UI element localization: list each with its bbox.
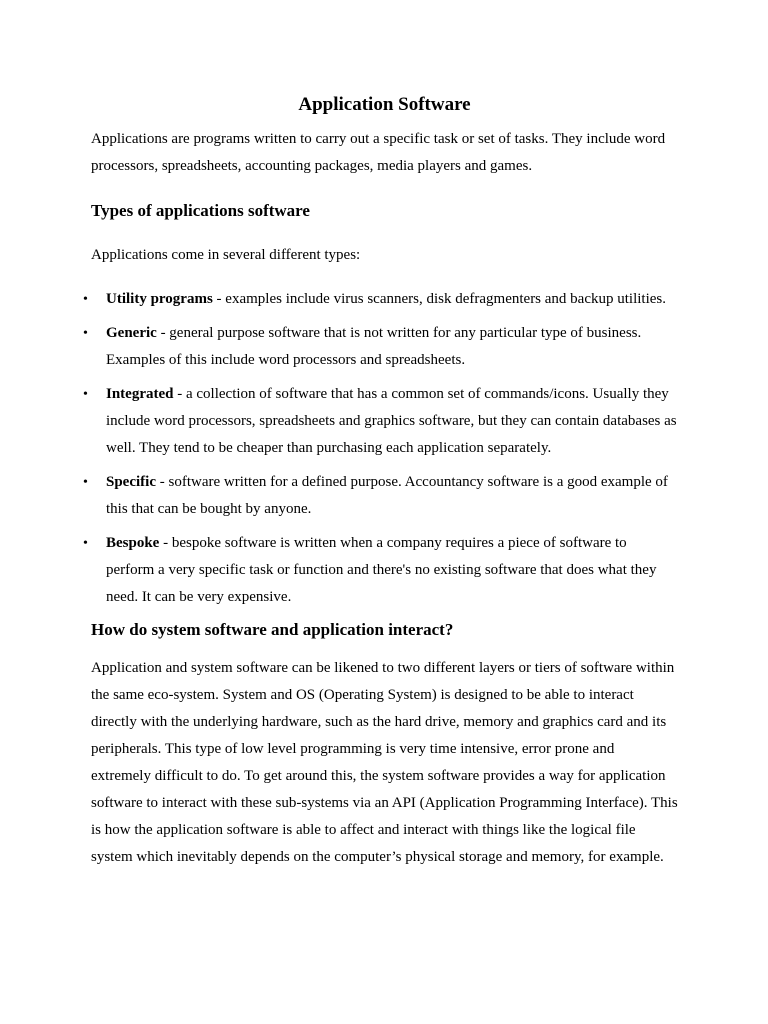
page-title: Application Software xyxy=(298,94,471,115)
list-item-term: Specific xyxy=(106,474,156,490)
list-item-term: Integrated xyxy=(106,386,174,402)
list-item-description: - software written for a defined purpose. Accountancy software is a good example of this that can be bought by anyone. xyxy=(106,474,668,517)
types-heading: Types of applications software xyxy=(91,201,310,220)
list-item-term: Generic xyxy=(106,325,157,341)
list-item-description: - examples include virus scanners, disk defragmenters and backup utilities. xyxy=(212,291,666,307)
list-item-term: Bespoke xyxy=(106,535,160,551)
list-item-description: - a collection of software that has a common set of commands/icons. Usually they include word processors, spreadsheets and graphics software, but they can contain databases as well. They tend to be cheaper than purchasing each application separately. xyxy=(106,386,677,456)
list-item-generic xyxy=(83,320,678,374)
types-list xyxy=(83,286,678,611)
bullet-icon: • xyxy=(83,292,88,307)
list-item-term: Utility programs xyxy=(106,291,213,307)
bullet-icon: • xyxy=(83,475,88,490)
intro-paragraph: Applications are programs written to carry out a specific task or set of tasks. They include word processors, spreadsheets, accounting packages, media players and games. xyxy=(91,131,666,174)
list-item-description: - general purpose software that is not written for any particular type of business. Examples of this include word processors and spreadsheets. xyxy=(106,325,642,368)
interact-heading: How do system software and application interact? xyxy=(91,620,454,639)
bullet-icon: • xyxy=(83,326,88,341)
interact-paragraph: Application and system software can be likened to two different layers or tiers of software within the same eco-system. System and OS (Operating System) is designed to be able to interact directly with the underlying hardware, such as the hard drive, memory and graphics card and its peripherals. This type of low level programming is very time intensive, error prone and extremely difficult to do. To get around this, the system software provides a way for application software to interact with these sub-systems via an API (Application Programming Interface). This is how the application software is able to affect and interact with things like the logical file system which inevitably depends on the computer’s physical storage and memory, for example. xyxy=(91,660,678,865)
list-item-utility xyxy=(83,286,678,313)
bullet-icon: • xyxy=(83,536,88,551)
types-lead-paragraph: Applications come in several different types: xyxy=(91,247,361,263)
list-item-integrated xyxy=(83,381,678,462)
list-item-specific xyxy=(83,469,678,523)
bullet-icon: • xyxy=(83,387,88,402)
list-item-description: - bespoke software is written when a company requires a piece of software to perform a very specific task or function and there's no existing software that does what they need. It can be very expensive. xyxy=(106,535,657,605)
list-item-bespoke xyxy=(83,530,678,611)
